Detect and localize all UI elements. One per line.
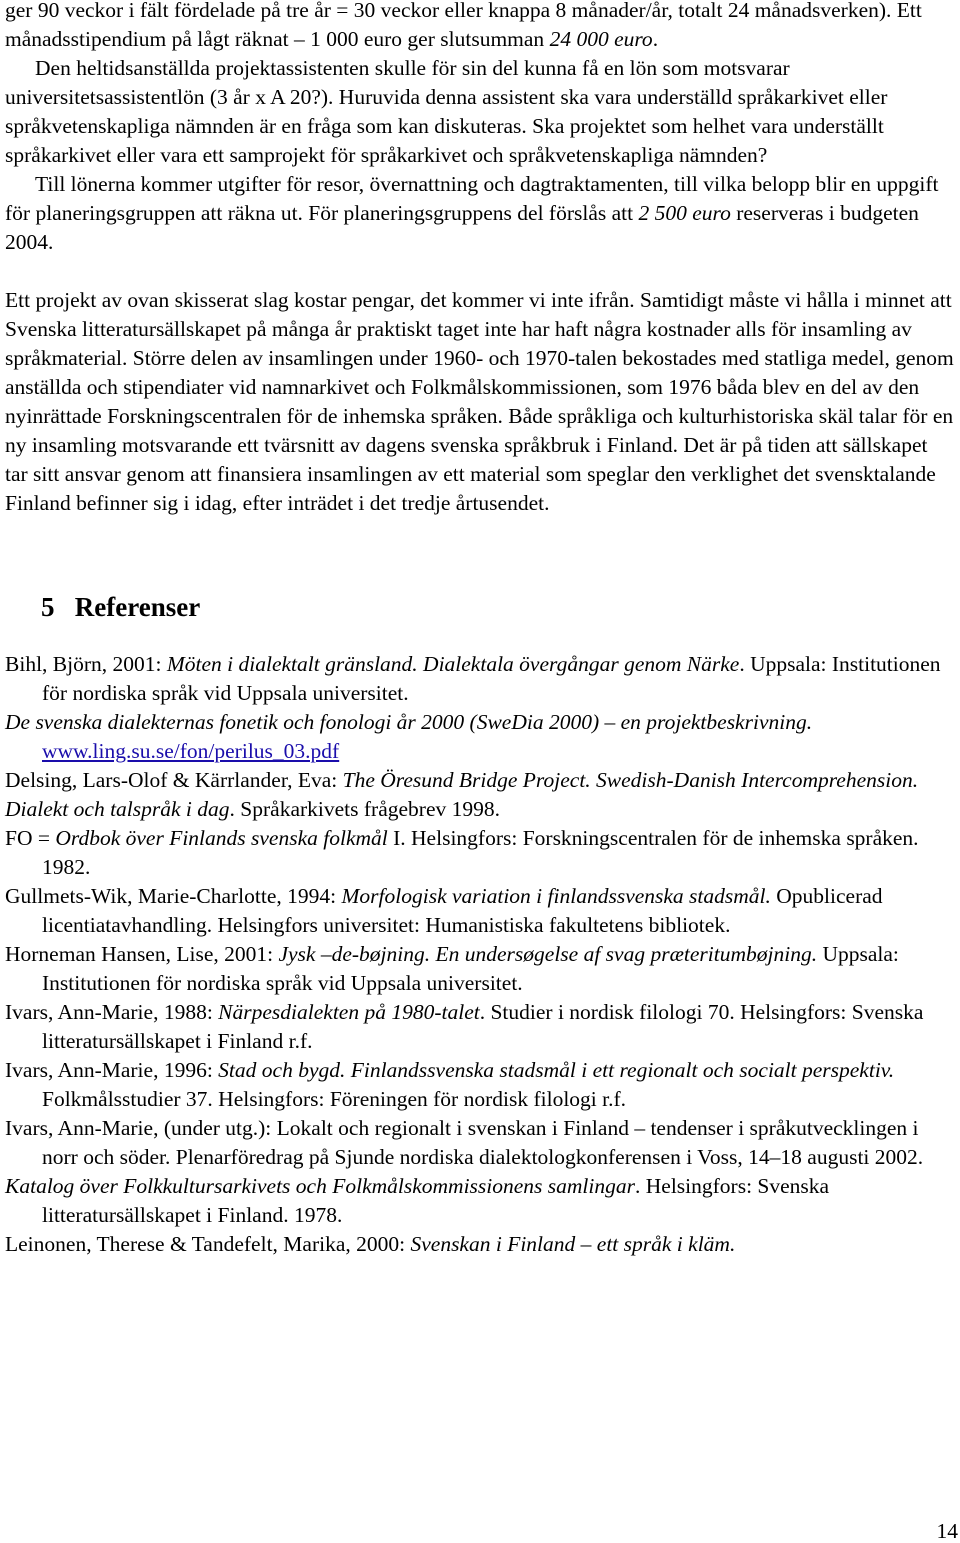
reference-entry — [5, 708, 955, 766]
paragraph-travel — [5, 170, 955, 257]
emphasis-amount: 2 500 euro — [638, 201, 731, 225]
reference-text: Ivars, Ann-Marie, (under utg.): Lokalt och regionalt i svenskan i Finland – tendenser i språkutvecklingen i norr och söder. Plenarföredrag på Sjunde nordiska dialektologkonferensen i Voss, 14–18 augusti 2002. — [5, 1116, 924, 1169]
reference-text: Delsing, Lars-Olof & Kärrlander, Eva: — [5, 768, 343, 792]
reference-text: . Studier i nordisk filologi 70. Helsingfors: Svenska litteratursällskapet i Finland r.f. — [42, 1000, 924, 1053]
reference-title: Närpesdialekten på 1980-talet — [218, 1000, 480, 1024]
paragraph-text: ger 90 veckor i fält fördelade på tre år = 30 veckor eller knappa 8 månader/år, totalt 24 månadsverken). Ett månadsstipendium på lågt räknat – 1 000 euro ger slutsumman — [5, 0, 922, 51]
reference-title: Morfologisk variation i finlandssvenska stadsmål. — [341, 884, 771, 908]
reference-entry — [5, 1230, 955, 1259]
section-number: 5 — [41, 592, 55, 622]
reference-entry — [5, 824, 955, 882]
reference-text: Ivars, Ann-Marie, 1988: — [5, 1000, 219, 1024]
reference-entry — [5, 998, 955, 1056]
reference-title: Stad och bygd. Finlandssvenska stadsmål i ett regionalt och socialt perspektiv. — [218, 1058, 895, 1082]
reference-entry — [5, 1172, 955, 1230]
reference-title: The Öresund Bridge Project. Swedish-Danish Intercomprehension. — [342, 768, 919, 792]
reference-text: Ivars, Ann-Marie, 1996: — [5, 1058, 219, 1082]
reference-text: Opublicerad licentiatavhandling. Helsingfors universitet: Humanistiska fakultetens bibliotek. — [42, 884, 883, 937]
reference-text: . Språkarkivets frågebrev 1998. — [229, 797, 500, 821]
paragraph-text: reserveras i budgeten 2004. — [5, 201, 919, 254]
reference-entry — [5, 650, 955, 708]
reference-entry — [5, 766, 955, 795]
reference-text: . Uppsala: Institutionen för nordiska språk vid Uppsala universitet. — [42, 652, 941, 705]
reference-text: . Helsingfors: Svenska litteratursällskapet i Finland. 1978. — [42, 1174, 830, 1227]
reference-text: Uppsala: Institutionen för nordiska språk vid Uppsala universitet. — [42, 942, 899, 995]
reference-title: Jysk –de-bøjning. En undersøgelse af svag præteritumbøjning. — [278, 942, 818, 966]
reference-title: Svenskan i Finland – ett språk i kläm. — [410, 1232, 736, 1256]
paragraph-cost: Ett projekt av ovan skisserat slag kostar pengar, det kommer vi inte ifrån. Samtidigt måste vi hålla i minnet att Svenska litteratursällskapet på många år praktiskt taget inte har haft några kostnader alls för insamling av språkmaterial. Större delen av insamlingen under 1960- och 1970-talen bekostades med statliga medel, genom anställda och stipendiater vid namnarkivet och Folkmålskommissionen, som 1976 båda blev en del av den nyinrättade Forskningscentralen för de inhemska språken. Både språkliga och kulturhistoriska skäl talar för en ny insamling motsvarande ett tvärsnitt av dagens svenska språkbruk i Finland. Det är på tiden att sällskapet tar sitt ansvar genom att finansiera insamlingen av ett material som speglar den verklighet det svensktalande Finland befinner sig i idag, efter inträdet i det tredje årtusendet. — [5, 288, 954, 515]
reference-entry — [5, 795, 955, 824]
reference-text: FO = — [5, 826, 56, 850]
reference-entry — [5, 1114, 955, 1172]
reference-link[interactable]: www.ling.su.se/fon/perilus_03.pdf — [42, 739, 340, 763]
reference-title: Dialekt och talspråk i dag — [5, 797, 230, 821]
reference-title: Ordbok över Finlands svenska folkmål — [55, 826, 388, 850]
reference-list — [5, 650, 955, 1259]
paragraph-funding — [5, 0, 955, 54]
reference-entry — [5, 882, 955, 940]
reference-entry — [5, 940, 955, 998]
reference-text: Folkmålsstudier 37. Helsingfors: Föreningen för nordisk filologi r.f. — [42, 1087, 627, 1111]
section-heading — [5, 590, 955, 624]
reference-entry — [5, 1056, 955, 1114]
reference-title: Katalog över Folkkultursarkivets och Folkmålskommissionens samlingar — [5, 1174, 635, 1198]
reference-title: De svenska dialekternas fonetik och fonologi år 2000 (SweDia 2000) – en projektbeskrivning. — [5, 710, 813, 734]
section-title: Referenser — [74, 592, 201, 622]
document-page — [5, 0, 955, 1259]
emphasis-amount: 24 000 euro — [549, 27, 653, 51]
reference-title: Möten i dialektalt gränsland. Dialektala övergångar genom Närke — [166, 652, 740, 676]
reference-text: Horneman Hansen, Lise, 2001: — [5, 942, 279, 966]
paragraph-text: . — [652, 27, 659, 51]
reference-text: Leinonen, Therese & Tandefelt, Marika, 2000: — [5, 1232, 411, 1256]
reference-text: Gullmets-Wik, Marie-Charlotte, 1994: — [5, 884, 342, 908]
reference-text: I. Helsingfors: Forskningscentralen för de inhemska språken. 1982. — [42, 826, 919, 879]
page-number: 14 — [936, 1519, 958, 1543]
paragraph-text: Till lönerna kommer utgifter för resor, övernattning och dagtraktamenten, till vilka belopp blir en uppgift för planeringsgruppen att räkna ut. För planeringsgruppens del förslås att — [5, 172, 939, 225]
reference-text: Bihl, Björn, 2001: — [5, 652, 167, 676]
paragraph-assistant: Den heltidsanställda projektassistenten skulle för sin del kunna få en lön som motsvarar universitetsassistentlön (3 år x A 20?). Huruvida denna assistent ska vara underställd språkarkivet eller språkvetenskapliga nämnden är en fråga som kan diskuteras. Ska projektet som helhet vara underställt språkarkivet eller vara ett samprojekt för språkarkivet och språkvetenskapliga nämnden? — [5, 56, 888, 167]
